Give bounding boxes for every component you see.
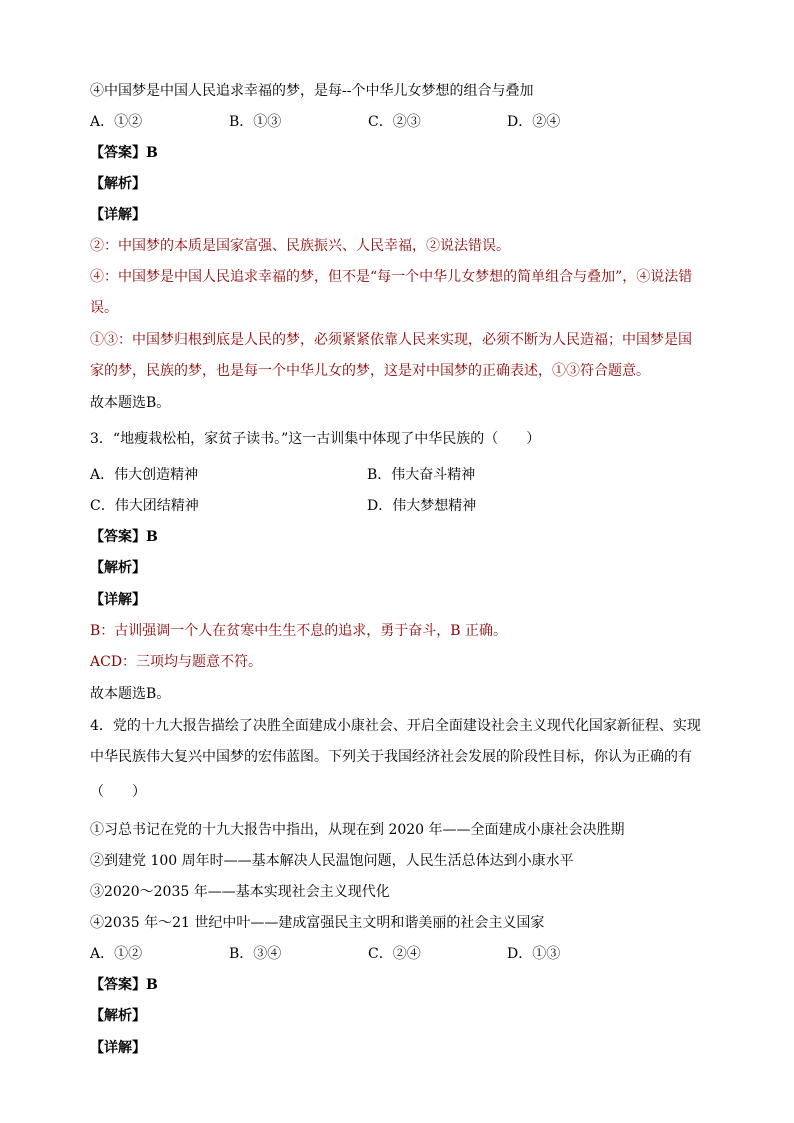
q3-conclusion: 故本题选B。 xyxy=(90,686,171,702)
q3-detail-line: B：古训强调一个人在贫寒中生生不息的追求，勇于奋斗，B 正确。 xyxy=(90,623,508,639)
q2-conclusion: 故本题选B。 xyxy=(90,395,171,411)
q2-detail-line: 家的梦，民族的梦，也是每一个中华儿女的梦，这是对中国梦的正确表述，①③符合题意。 xyxy=(90,363,650,379)
q2-option-a: A．①② xyxy=(90,114,143,130)
q2-detail-line: 误。 xyxy=(90,300,118,316)
q4-analysis-label: 【解析】 xyxy=(90,1008,146,1024)
q2-detail-line: ④：中国梦是中国人民追求幸福的梦，但不是“每一个中华儿女梦想的简单组合与叠加”，④说法错 xyxy=(90,269,693,285)
q2-item-4: ④中国梦是中国人民追求幸福的梦，是每--个中华儿女梦想的组合与叠加 xyxy=(90,83,534,99)
q2-option-b: B．①③ xyxy=(229,114,282,130)
q3-detail-line: ACD：三项均与题意不符。 xyxy=(90,654,263,670)
q3-option-a: A．伟大创造精神 xyxy=(90,467,199,483)
q4-stem-line: 4．党的十九大报告描绘了决胜全面建成小康社会、开启全面建设社会主义现代化国家新征程、实现 xyxy=(90,718,701,734)
q3-option-c: C．伟大团结精神 xyxy=(90,498,199,514)
q3-detail-label: 【详解】 xyxy=(90,592,146,608)
q4-stem-line: 中华民族伟大复兴中国梦的宏伟蓝图。下列关于我国经济社会发展的阶段性目标，你认为正确的有 xyxy=(90,749,692,765)
q3-option-d: D．伟大梦想精神 xyxy=(367,498,477,514)
q4-option-b: B．③④ xyxy=(229,946,282,962)
q4-answer: 【答案】B xyxy=(90,977,158,993)
q4-option-c: C．②④ xyxy=(368,946,421,962)
q4-item-1: ①习总书记在党的十九大报告中指出，从现在到 2020 年——全面建成小康社会决胜期 xyxy=(90,822,625,838)
q4-item-3: ③2020～2035 年——基本实现社会主义现代化 xyxy=(90,884,390,900)
q2-option-c: C．②③ xyxy=(368,114,421,130)
q2-analysis-label: 【解析】 xyxy=(90,176,146,192)
q3-stem: 3．“地瘦栽松柏，家贫子读书。”这一古训集中体现了中华民族的（ ） xyxy=(90,431,541,447)
q2-detail-line: ②：中国梦的本质是国家富强、民族振兴、人民幸福，②说法错误。 xyxy=(90,238,510,254)
q3-answer: 【答案】B xyxy=(90,529,158,545)
q4-item-2: ②到建党 100 周年时——基本解决人民温饱问题，人民生活总体达到小康水平 xyxy=(90,853,574,869)
q4-stem-line: （ ） xyxy=(90,784,146,800)
q2-answer: 【答案】B xyxy=(90,145,158,161)
q3-analysis-label: 【解析】 xyxy=(90,560,146,576)
q4-item-4: ④2035 年～21 世纪中叶——建成富强民主文明和谐美丽的社会主义国家 xyxy=(90,915,545,931)
q4-option-a: A．①② xyxy=(90,946,143,962)
q4-detail-label: 【详解】 xyxy=(90,1040,146,1056)
q2-detail-line: ①③：中国梦归根到底是人民的梦，必须紧紧依靠人民来实现，必须不断为人民造福；中国梦是国 xyxy=(90,332,692,348)
q2-detail-label: 【详解】 xyxy=(90,207,146,223)
q4-option-d: D．①③ xyxy=(507,946,561,962)
q2-option-d: D．②④ xyxy=(507,114,561,130)
q3-option-b: B．伟大奋斗精神 xyxy=(367,467,476,483)
